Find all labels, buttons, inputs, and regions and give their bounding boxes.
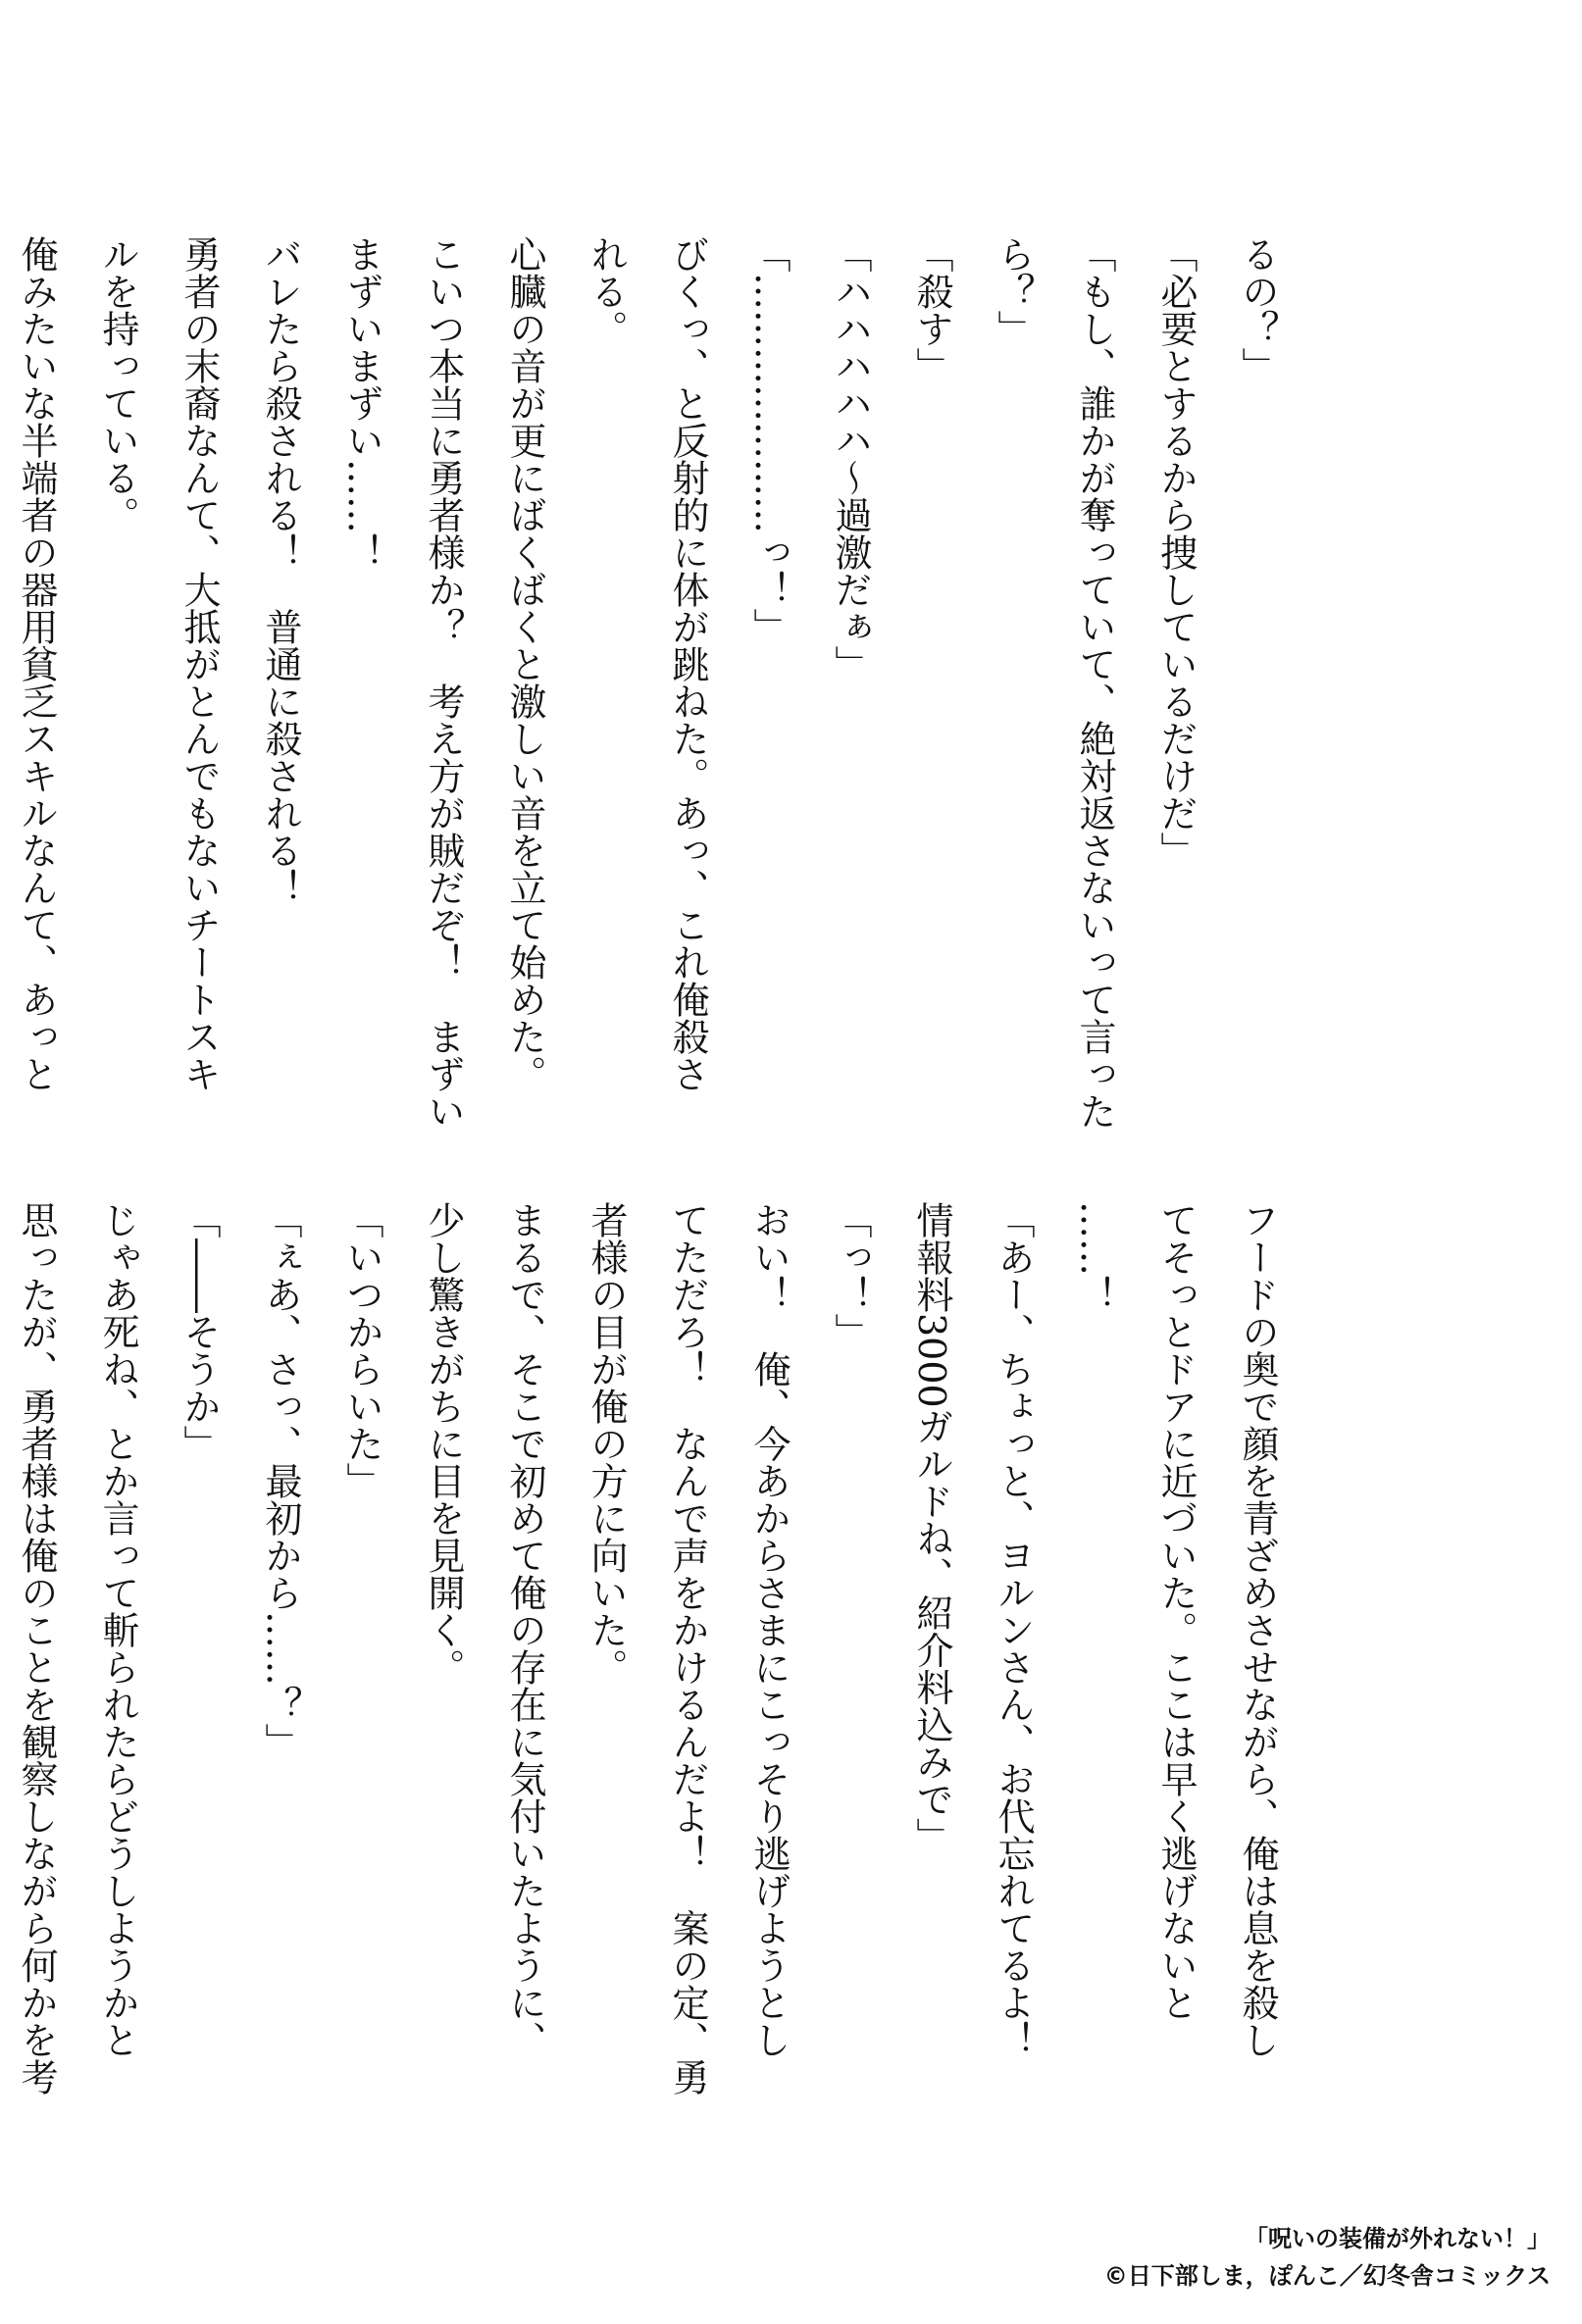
text-line: ルを持っている。	[96, 235, 139, 533]
text-line: るの？」	[1236, 235, 1279, 384]
text-line: 心臓の音が更にばくばくと激しい音を立て始めた。	[503, 235, 546, 1092]
text-line: じゃあ死ね、とか言って斬られたらどうしようかと	[96, 1201, 139, 2058]
text-line: 「殺す」	[910, 235, 953, 384]
text-line: 「っ！」	[829, 1201, 872, 1350]
text-line: こいつ本当に勇者様か？ 考え方が賊だぞ！ まずい	[422, 235, 465, 1130]
text-line: 「もし、誰かが奪っていて、絶対返さないって言った	[1073, 235, 1116, 1130]
text-line: てただろ！ なんで声をかけるんだよ！ 案の定、勇	[666, 1201, 709, 2096]
text-line: 思ったが、勇者様は俺のことを観察しながら何かを考	[15, 1201, 58, 2096]
text-line: れる。	[585, 235, 628, 347]
text-line: フードの奥で顔を青ざめさせながら、俺は息を殺し	[1236, 1201, 1279, 2058]
credits	[1104, 2220, 1551, 2295]
text-block-bottom	[0, 1201, 1298, 2096]
text-line: おい！ 俺、今あからさまにこっそり逃げようとし	[747, 1201, 791, 2058]
text-line: 情報料3000ガルドね、紹介料込みで」	[910, 1201, 953, 1855]
text-line: まずいまずい……！	[340, 235, 383, 571]
text-line: 「あー、ちょっと、ヨルンさん、お代忘れてるよ！	[992, 1201, 1035, 2058]
text-line: 「…………………っ！」	[747, 235, 791, 645]
text-line: 俺みたいな半端者の器用貧乏スキルなんて、あっと	[15, 235, 58, 1092]
text-line: ……！	[1073, 1201, 1116, 1313]
text-line: まるで、そこで初めて俺の存在に気付いたように、	[503, 1201, 546, 2058]
text-line: びくっ、と反射的に体が跳ねた。あっ、これ俺殺さ	[666, 235, 709, 1092]
text-line: 「ハハハハハ～過激だぁ」	[829, 235, 872, 682]
text-line: 「いつからいた」	[340, 1201, 383, 1499]
text-line: ら？」	[992, 235, 1035, 347]
book-title: 「呪いの装備が外れない！」	[1245, 2225, 1551, 2252]
copyright-notice: ©日下部しま，ぽんこ／幻冬舎コミックス	[1103, 2262, 1551, 2290]
text-line: てそっとドアに近づいた。ここは早く逃げないと	[1154, 1201, 1198, 2021]
text-line: 少し驚きがちに目を見開く。	[422, 1201, 465, 1686]
text-line: 「ぇあ、さっ、最初から……？」	[259, 1201, 302, 1760]
text-line: 者様の目が俺の方に向いた。	[585, 1201, 628, 1686]
text-line: 「必要とするから捜しているだけだ」	[1154, 235, 1198, 869]
text-line: 「――そうか」	[178, 1201, 221, 1462]
text-line: バレたら殺される！ 普通に殺される！	[259, 235, 302, 906]
text-line: 勇者の末裔なんて、大抵がとんでもないチートスキ	[178, 235, 221, 1092]
text-block-top	[0, 235, 1298, 1130]
